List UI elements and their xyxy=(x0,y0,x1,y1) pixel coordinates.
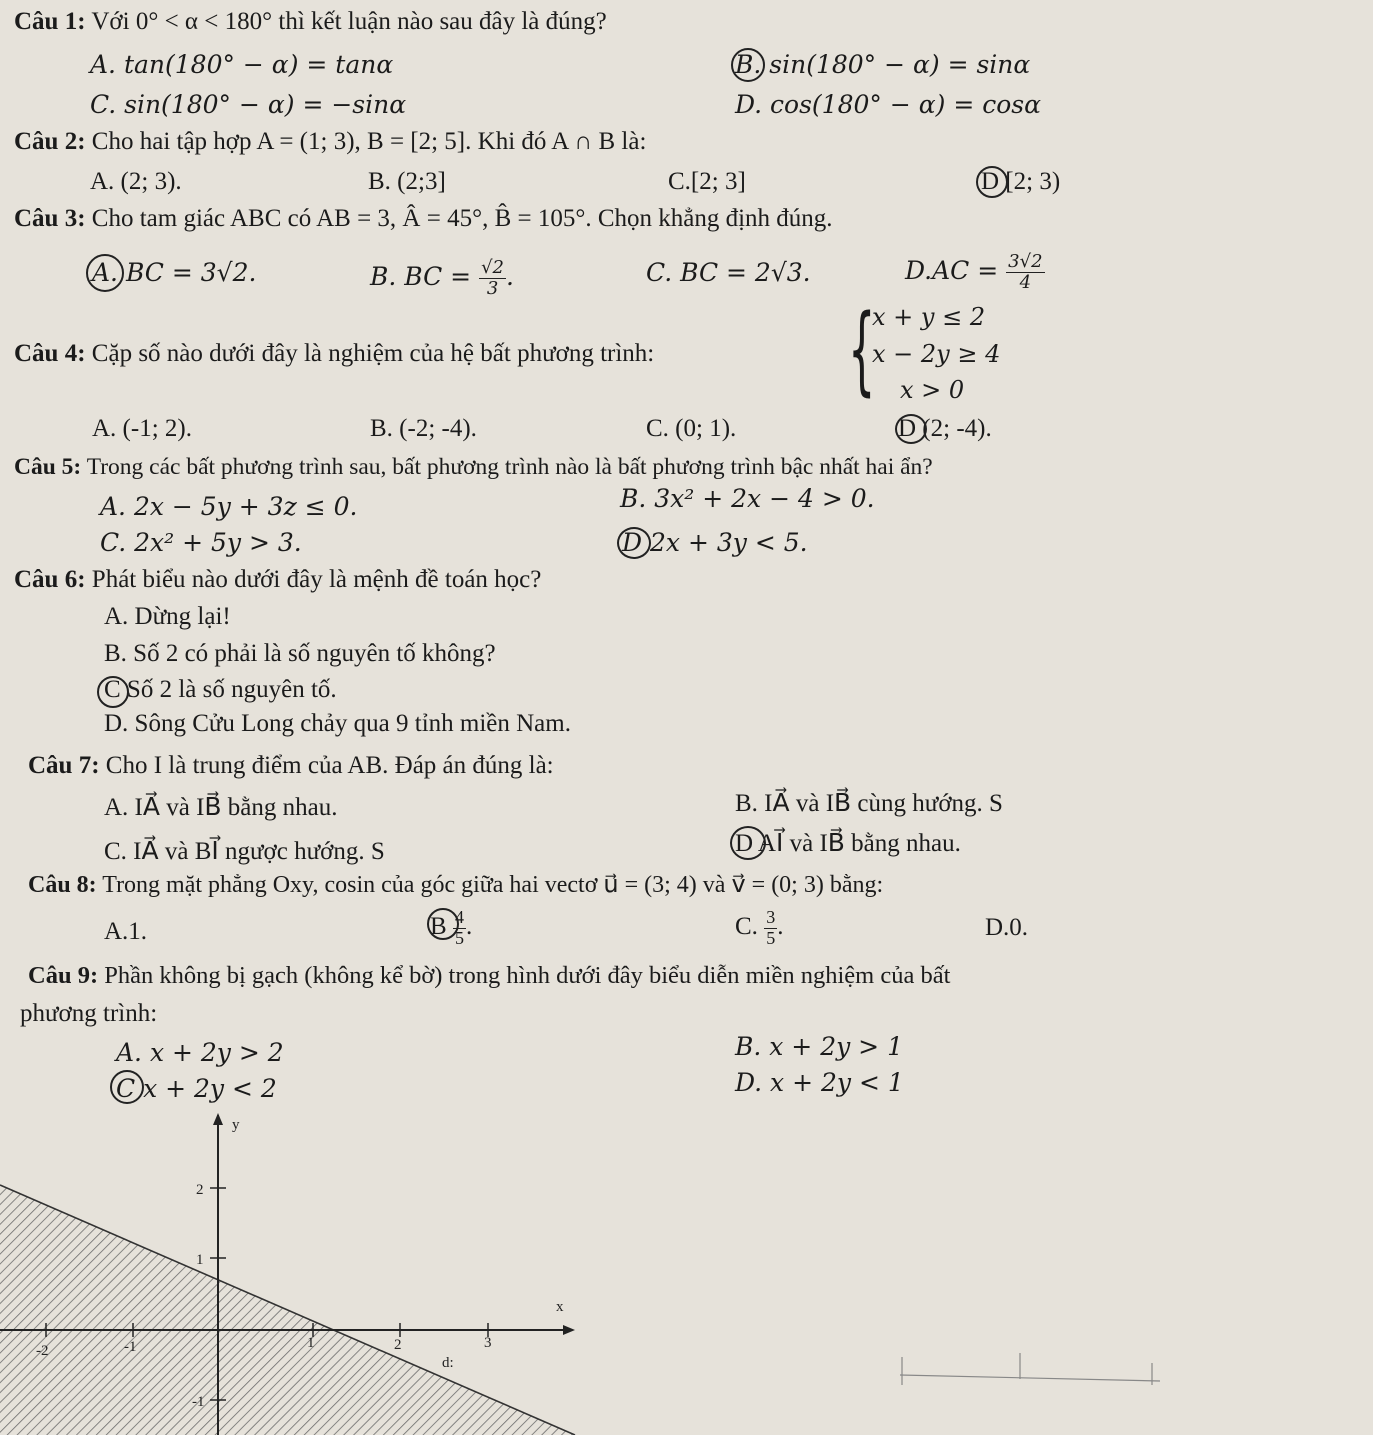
q9-stem xyxy=(28,962,950,990)
answer-circle xyxy=(976,166,1008,198)
q8-text: Trong mặt phẳng Oxy, cosin của góc giữa hai vectơ u⃗ = (3; 4) và v⃗ = (0; 3) bằng: xyxy=(102,872,884,898)
answer-circle xyxy=(427,908,459,940)
q4-option-c: C. (0; 1). xyxy=(646,415,737,442)
q1-option-b: B. sin(180° − α) = sinα xyxy=(735,50,1031,79)
q3-stem xyxy=(14,205,833,233)
fraction-tail: . xyxy=(465,913,473,941)
q8-option-c-text: C. xyxy=(735,913,758,941)
line-label-d: d: xyxy=(442,1355,454,1371)
q5-option-c: C. 2x² + 5y > 3. xyxy=(100,528,302,557)
q3-option-b-fraction xyxy=(479,258,506,299)
q9-option-c: C x + 2y < 2 xyxy=(116,1074,277,1103)
y-axis-label: y xyxy=(232,1117,240,1133)
q7-option-a: A. IA⃗ và IB⃗ bằng nhau. xyxy=(104,794,338,821)
q4-option-b: B. (-2; -4). xyxy=(370,415,477,442)
x-axis-arrow xyxy=(563,1325,575,1335)
q6-option-d: D. Sông Cửu Long chảy qua 9 tỉnh miền Nam. xyxy=(104,710,571,737)
q2-stem xyxy=(14,128,646,156)
x-tick-label-3: 3 xyxy=(484,1335,492,1351)
q4-option-a: A. (-1; 2). xyxy=(92,415,192,442)
x-axis-label: x xyxy=(556,1299,564,1315)
q6-label: Câu 6: xyxy=(14,566,86,593)
q2-option-c: C.[2; 3] xyxy=(668,168,746,195)
fraction-tail: . xyxy=(506,261,514,291)
q8-option-c-fraction xyxy=(764,908,777,949)
q6-text: Phát biểu nào dưới đây là mệnh đề toán học? xyxy=(91,566,542,593)
y-tick-label-1: 1 xyxy=(196,1252,204,1268)
q4-system-line-1: x + y ≤ 2 xyxy=(872,303,986,331)
answer-circle xyxy=(97,676,129,708)
q5-label: Câu 5: xyxy=(14,454,82,480)
q6-stem xyxy=(14,566,541,594)
fraction-numerator: 4 xyxy=(454,907,464,927)
q8-option-d: D.0. xyxy=(985,914,1029,941)
fraction-denominator: 5 xyxy=(766,927,776,948)
fraction-denominator: 4 xyxy=(1019,271,1032,293)
q8-label: Câu 8: xyxy=(28,872,97,898)
q3-option-c: C. BC = 2√3. xyxy=(646,258,811,287)
fraction-denominator: 3 xyxy=(486,277,499,299)
q3-option-d-fraction xyxy=(1006,252,1044,293)
fraction-numerator: 3√2 xyxy=(1008,251,1043,272)
q7-option-c: C. IA⃗ và BI⃗ ngược hướng. S xyxy=(104,838,385,865)
answer-circle xyxy=(617,527,651,559)
q6-option-a: A. Dừng lại! xyxy=(104,603,231,630)
answer-circle xyxy=(731,48,765,82)
fraction-denominator: 5 xyxy=(454,927,464,948)
q5-option-a: A. 2x − 5y + 3z ≤ 0. xyxy=(100,492,358,521)
q6-option-c: C Số 2 là số nguyên tố. xyxy=(104,676,337,703)
q8-option-a: A.1. xyxy=(104,918,148,945)
q3-text: Cho tam giác ABC có AB = 3, Â = 45°, B̂ = 105°. Chọn khẳng định đúng. xyxy=(91,205,833,232)
q4-stem xyxy=(14,340,654,368)
q9-label: Câu 9: xyxy=(28,962,99,989)
q9-stem-continued: phương trình: xyxy=(20,1000,158,1027)
q4-system-line-2: x − 2y ≥ 4 xyxy=(872,340,1001,368)
q1-option-a: A. tan(180° − α) = tanα xyxy=(90,50,394,79)
q7-label: Câu 7: xyxy=(28,752,100,779)
y-axis-arrow xyxy=(213,1113,223,1125)
system-brace: { xyxy=(848,294,876,406)
answer-circle xyxy=(110,1070,144,1104)
q1-stem xyxy=(14,8,607,36)
q9-option-b: B. x + 2y > 1 xyxy=(735,1032,903,1061)
q5-text: Trong các bất phương trình sau, bất phương trình nào là bất phương trình bậc nhất hai ẩn? xyxy=(86,454,933,480)
x-tick-label-neg1: -1 xyxy=(124,1339,137,1355)
fraction-tail: . xyxy=(777,913,784,941)
q4-text: Cặp số nào dưới đây là nghiệm của hệ bất phương trình: xyxy=(91,340,655,367)
x-tick-label-neg2: -2 xyxy=(36,1343,49,1359)
pencil-line xyxy=(900,1375,1160,1381)
q2-option-b: B. (2;3] xyxy=(368,168,446,195)
answer-circle xyxy=(895,414,927,444)
q3-option-b-text: B. BC = xyxy=(370,261,472,291)
q3-option-d-text: D.AC = xyxy=(905,255,999,285)
q9-option-d: D. x + 2y < 1 xyxy=(735,1068,904,1097)
q3-option-a: A. BC = 3√2. xyxy=(92,258,257,287)
q7-text: Cho I là trung điểm của AB. Đáp án đúng là: xyxy=(105,752,554,779)
q1-label: Câu 1: xyxy=(14,8,86,35)
q7-option-d: D AI⃗ và IB⃗ bằng nhau. xyxy=(735,830,961,857)
q8-stem xyxy=(28,870,883,899)
q4-label: Câu 4: xyxy=(14,340,86,367)
q3-label: Câu 3: xyxy=(14,205,86,232)
q9-text: Phần không bị gạch (không kể bờ) trong hình dưới đây biểu diễn miền nghiệm của bất xyxy=(104,962,951,989)
answer-circle xyxy=(730,826,766,860)
q2-label: Câu 2: xyxy=(14,128,86,155)
answer-circle xyxy=(86,254,124,292)
q5-option-b: B. 3x² + 2x − 4 > 0. xyxy=(620,484,875,513)
x-tick-label-2: 2 xyxy=(394,1337,402,1353)
q8-option-c xyxy=(735,908,783,949)
x-tick-label-1: 1 xyxy=(307,1335,315,1351)
q8-option-b-text: B xyxy=(430,913,447,941)
solution-region-graph xyxy=(0,1105,600,1435)
q9-option-a: A. x + 2y > 2 xyxy=(116,1038,284,1067)
y-tick-label-2: 2 xyxy=(196,1182,204,1198)
q3-option-d xyxy=(905,252,1045,293)
pencil-marks xyxy=(890,1345,1170,1395)
q2-option-d: D [2; 3) xyxy=(981,168,1061,195)
q1-text: Với 0° < α < 180° thì kết luận nào sau đây là đúng? xyxy=(91,8,607,35)
q7-stem xyxy=(28,752,554,780)
q6-option-b: B. Số 2 có phải là số nguyên tố không? xyxy=(104,640,496,667)
q5-stem xyxy=(14,454,933,481)
q2-text: Cho hai tập hợp A = (1; 3), B = [2; 5]. Khi đó A ∩ B là: xyxy=(91,128,647,155)
q5-option-d: D 2x + 3y < 5. xyxy=(622,528,808,557)
q4-system-line-3: x > 0 xyxy=(900,376,965,404)
q1-option-d: D. cos(180° − α) = cosα xyxy=(735,90,1041,119)
fraction-numerator: 3 xyxy=(766,907,776,927)
y-tick-label-neg1: -1 xyxy=(192,1394,205,1410)
q7-option-b: B. IA⃗ và IB⃗ cùng hướng. S xyxy=(735,790,1003,817)
fraction-numerator: √2 xyxy=(481,257,504,278)
q2-option-a: A. (2; 3). xyxy=(90,168,182,195)
q4-option-d: D (2; -4). xyxy=(898,415,992,442)
q1-option-c: C. sin(180° − α) = −sinα xyxy=(90,90,407,119)
q3-option-b xyxy=(370,258,514,299)
